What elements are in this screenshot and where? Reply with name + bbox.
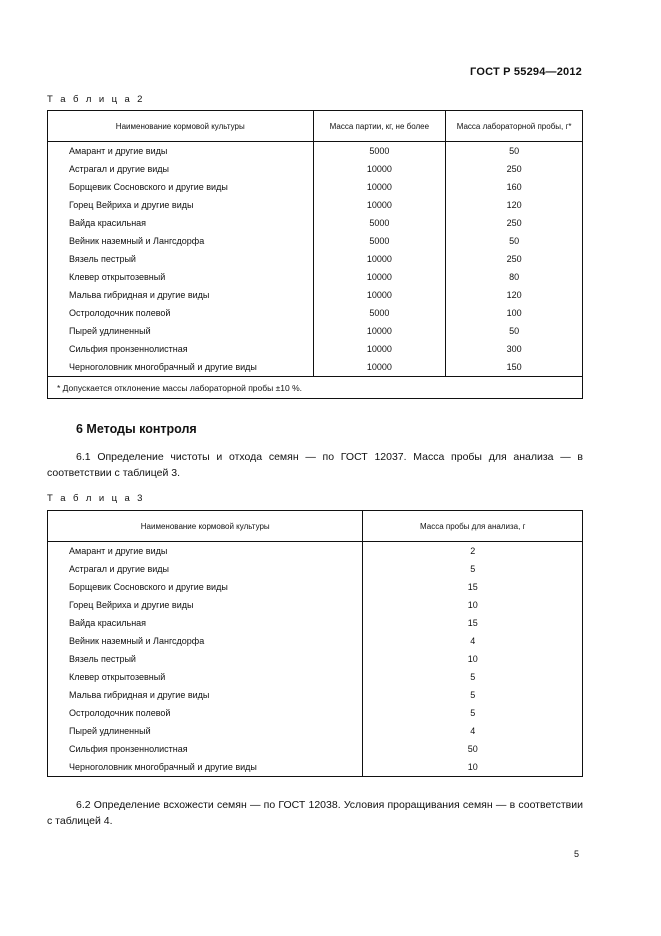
value-cell: 10000 xyxy=(313,196,446,214)
value-cell: 5000 xyxy=(313,214,446,232)
table-row xyxy=(48,340,583,358)
table-row xyxy=(48,542,583,561)
table-row xyxy=(48,740,583,758)
crop-name-cell: Черноголовник многобрачный и другие виды xyxy=(48,758,363,777)
value-cell: 250 xyxy=(446,214,583,232)
value-cell: 10000 xyxy=(313,178,446,196)
table-row xyxy=(48,758,583,777)
crop-name-cell: Амарант и другие виды xyxy=(48,542,363,561)
table3-caption: Т а б л и ц а 3 xyxy=(47,493,145,504)
table2 xyxy=(47,110,583,399)
crop-name-cell: Черноголовник многобрачный и другие виды xyxy=(48,358,314,377)
crop-name-cell: Мальва гибридная и другие виды xyxy=(48,286,314,304)
table2-footnote: * Допускается отклонение массы лабораторной пробы ±10 %. xyxy=(48,377,583,399)
table2-caption: Т а б л и ц а 2 xyxy=(47,94,145,105)
table-row xyxy=(48,268,583,286)
value-cell: 100 xyxy=(446,304,583,322)
crop-name-cell: Борщевик Сосновского и другие виды xyxy=(48,178,314,196)
paragraph-6-1: 6.1 Определение чистоты и отхода семян — по ГОСТ 12037. Масса пробы для анализа — в соответствии с таблицей 3. xyxy=(47,451,583,479)
value-cell: 5000 xyxy=(313,142,446,161)
value-cell: 10000 xyxy=(313,340,446,358)
crop-name-cell: Амарант и другие виды xyxy=(48,142,314,161)
crop-name-cell: Мальва гибридная и другие виды xyxy=(48,686,363,704)
table-row xyxy=(48,214,583,232)
crop-name-cell: Астрагал и другие виды xyxy=(48,560,363,578)
table-row xyxy=(48,322,583,340)
column-header: Масса партии, кг, не более xyxy=(313,111,446,142)
crop-name-cell: Остролодочник полевой xyxy=(48,304,314,322)
value-cell: 15 xyxy=(363,614,583,632)
column-header: Наименование кормовой культуры xyxy=(48,111,314,142)
crop-name-cell: Сильфия пронзеннолистная xyxy=(48,340,314,358)
value-cell: 4 xyxy=(363,632,583,650)
value-cell: 5 xyxy=(363,686,583,704)
table3-body xyxy=(48,542,583,777)
value-cell: 10000 xyxy=(313,286,446,304)
value-cell: 300 xyxy=(446,340,583,358)
table-row xyxy=(48,286,583,304)
crop-name-cell: Астрагал и другие виды xyxy=(48,160,314,178)
value-cell: 5 xyxy=(363,668,583,686)
table3-header-row xyxy=(48,511,583,542)
value-cell: 10000 xyxy=(313,268,446,286)
crop-name-cell: Клевер открытозевный xyxy=(48,268,314,286)
value-cell: 10 xyxy=(363,650,583,668)
value-cell: 150 xyxy=(446,358,583,377)
crop-name-cell: Пырей удлиненный xyxy=(48,722,363,740)
value-cell: 10000 xyxy=(313,250,446,268)
value-cell: 160 xyxy=(446,178,583,196)
value-cell: 50 xyxy=(446,322,583,340)
table-row xyxy=(48,668,583,686)
column-header: Масса лабораторной пробы, г* xyxy=(446,111,583,142)
value-cell: 5 xyxy=(363,560,583,578)
value-cell: 120 xyxy=(446,286,583,304)
crop-name-cell: Сильфия пронзеннолистная xyxy=(48,740,363,758)
value-cell: 10 xyxy=(363,596,583,614)
table2-footnote-row xyxy=(48,377,583,399)
value-cell: 250 xyxy=(446,250,583,268)
table-row xyxy=(48,304,583,322)
crop-name-cell: Вейник наземный и Лангсдорфа xyxy=(48,632,363,650)
table-row xyxy=(48,686,583,704)
table2-body xyxy=(48,142,583,377)
crop-name-cell: Горец Вейриха и другие виды xyxy=(48,196,314,214)
value-cell: 10000 xyxy=(313,160,446,178)
value-cell: 4 xyxy=(363,722,583,740)
value-cell: 15 xyxy=(363,578,583,596)
table-row xyxy=(48,250,583,268)
value-cell: 120 xyxy=(446,196,583,214)
value-cell: 2 xyxy=(363,542,583,561)
value-cell: 10000 xyxy=(313,322,446,340)
value-cell: 5000 xyxy=(313,304,446,322)
table-row xyxy=(48,650,583,668)
value-cell: 250 xyxy=(446,160,583,178)
table-row xyxy=(48,596,583,614)
crop-name-cell: Вязель пестрый xyxy=(48,250,314,268)
crop-name-cell: Вязель пестрый xyxy=(48,650,363,668)
crop-name-cell: Вейник наземный и Лангсдорфа xyxy=(48,232,314,250)
crop-name-cell: Горец Вейриха и другие виды xyxy=(48,596,363,614)
value-cell: 50 xyxy=(446,232,583,250)
value-cell: 50 xyxy=(446,142,583,161)
table-row xyxy=(48,614,583,632)
crop-name-cell: Борщевик Сосновского и другие виды xyxy=(48,578,363,596)
crop-name-cell: Клевер открытозевный xyxy=(48,668,363,686)
crop-name-cell: Пырей удлиненный xyxy=(48,322,314,340)
table-row xyxy=(48,632,583,650)
table3 xyxy=(47,510,583,777)
table-row xyxy=(48,358,583,377)
document-code: ГОСТ Р 55294—2012 xyxy=(470,66,582,78)
value-cell: 5 xyxy=(363,704,583,722)
value-cell: 10000 xyxy=(313,358,446,377)
table-row xyxy=(48,704,583,722)
table-row xyxy=(48,160,583,178)
crop-name-cell: Вайда красильная xyxy=(48,214,314,232)
table-row xyxy=(48,142,583,161)
value-cell: 80 xyxy=(446,268,583,286)
value-cell: 10 xyxy=(363,758,583,777)
value-cell: 5000 xyxy=(313,232,446,250)
table-row xyxy=(48,560,583,578)
table-row xyxy=(48,722,583,740)
crop-name-cell: Вайда красильная xyxy=(48,614,363,632)
table-row xyxy=(48,232,583,250)
crop-name-cell: Остролодочник полевой xyxy=(48,704,363,722)
column-header: Наименование кормовой культуры xyxy=(48,511,363,542)
table-row xyxy=(48,178,583,196)
column-header: Масса пробы для анализа, г xyxy=(363,511,583,542)
page-number: 5 xyxy=(573,849,579,859)
table-row xyxy=(48,578,583,596)
section-heading: 6 Методы контроля xyxy=(76,422,197,436)
value-cell: 50 xyxy=(363,740,583,758)
paragraph-6-2: 6.2 Определение всхожести семян — по ГОСТ 12038. Условия проращивания семян — в соответствии с таблицей 4. xyxy=(47,799,583,827)
table-row xyxy=(48,196,583,214)
table2-header-row xyxy=(48,111,583,142)
